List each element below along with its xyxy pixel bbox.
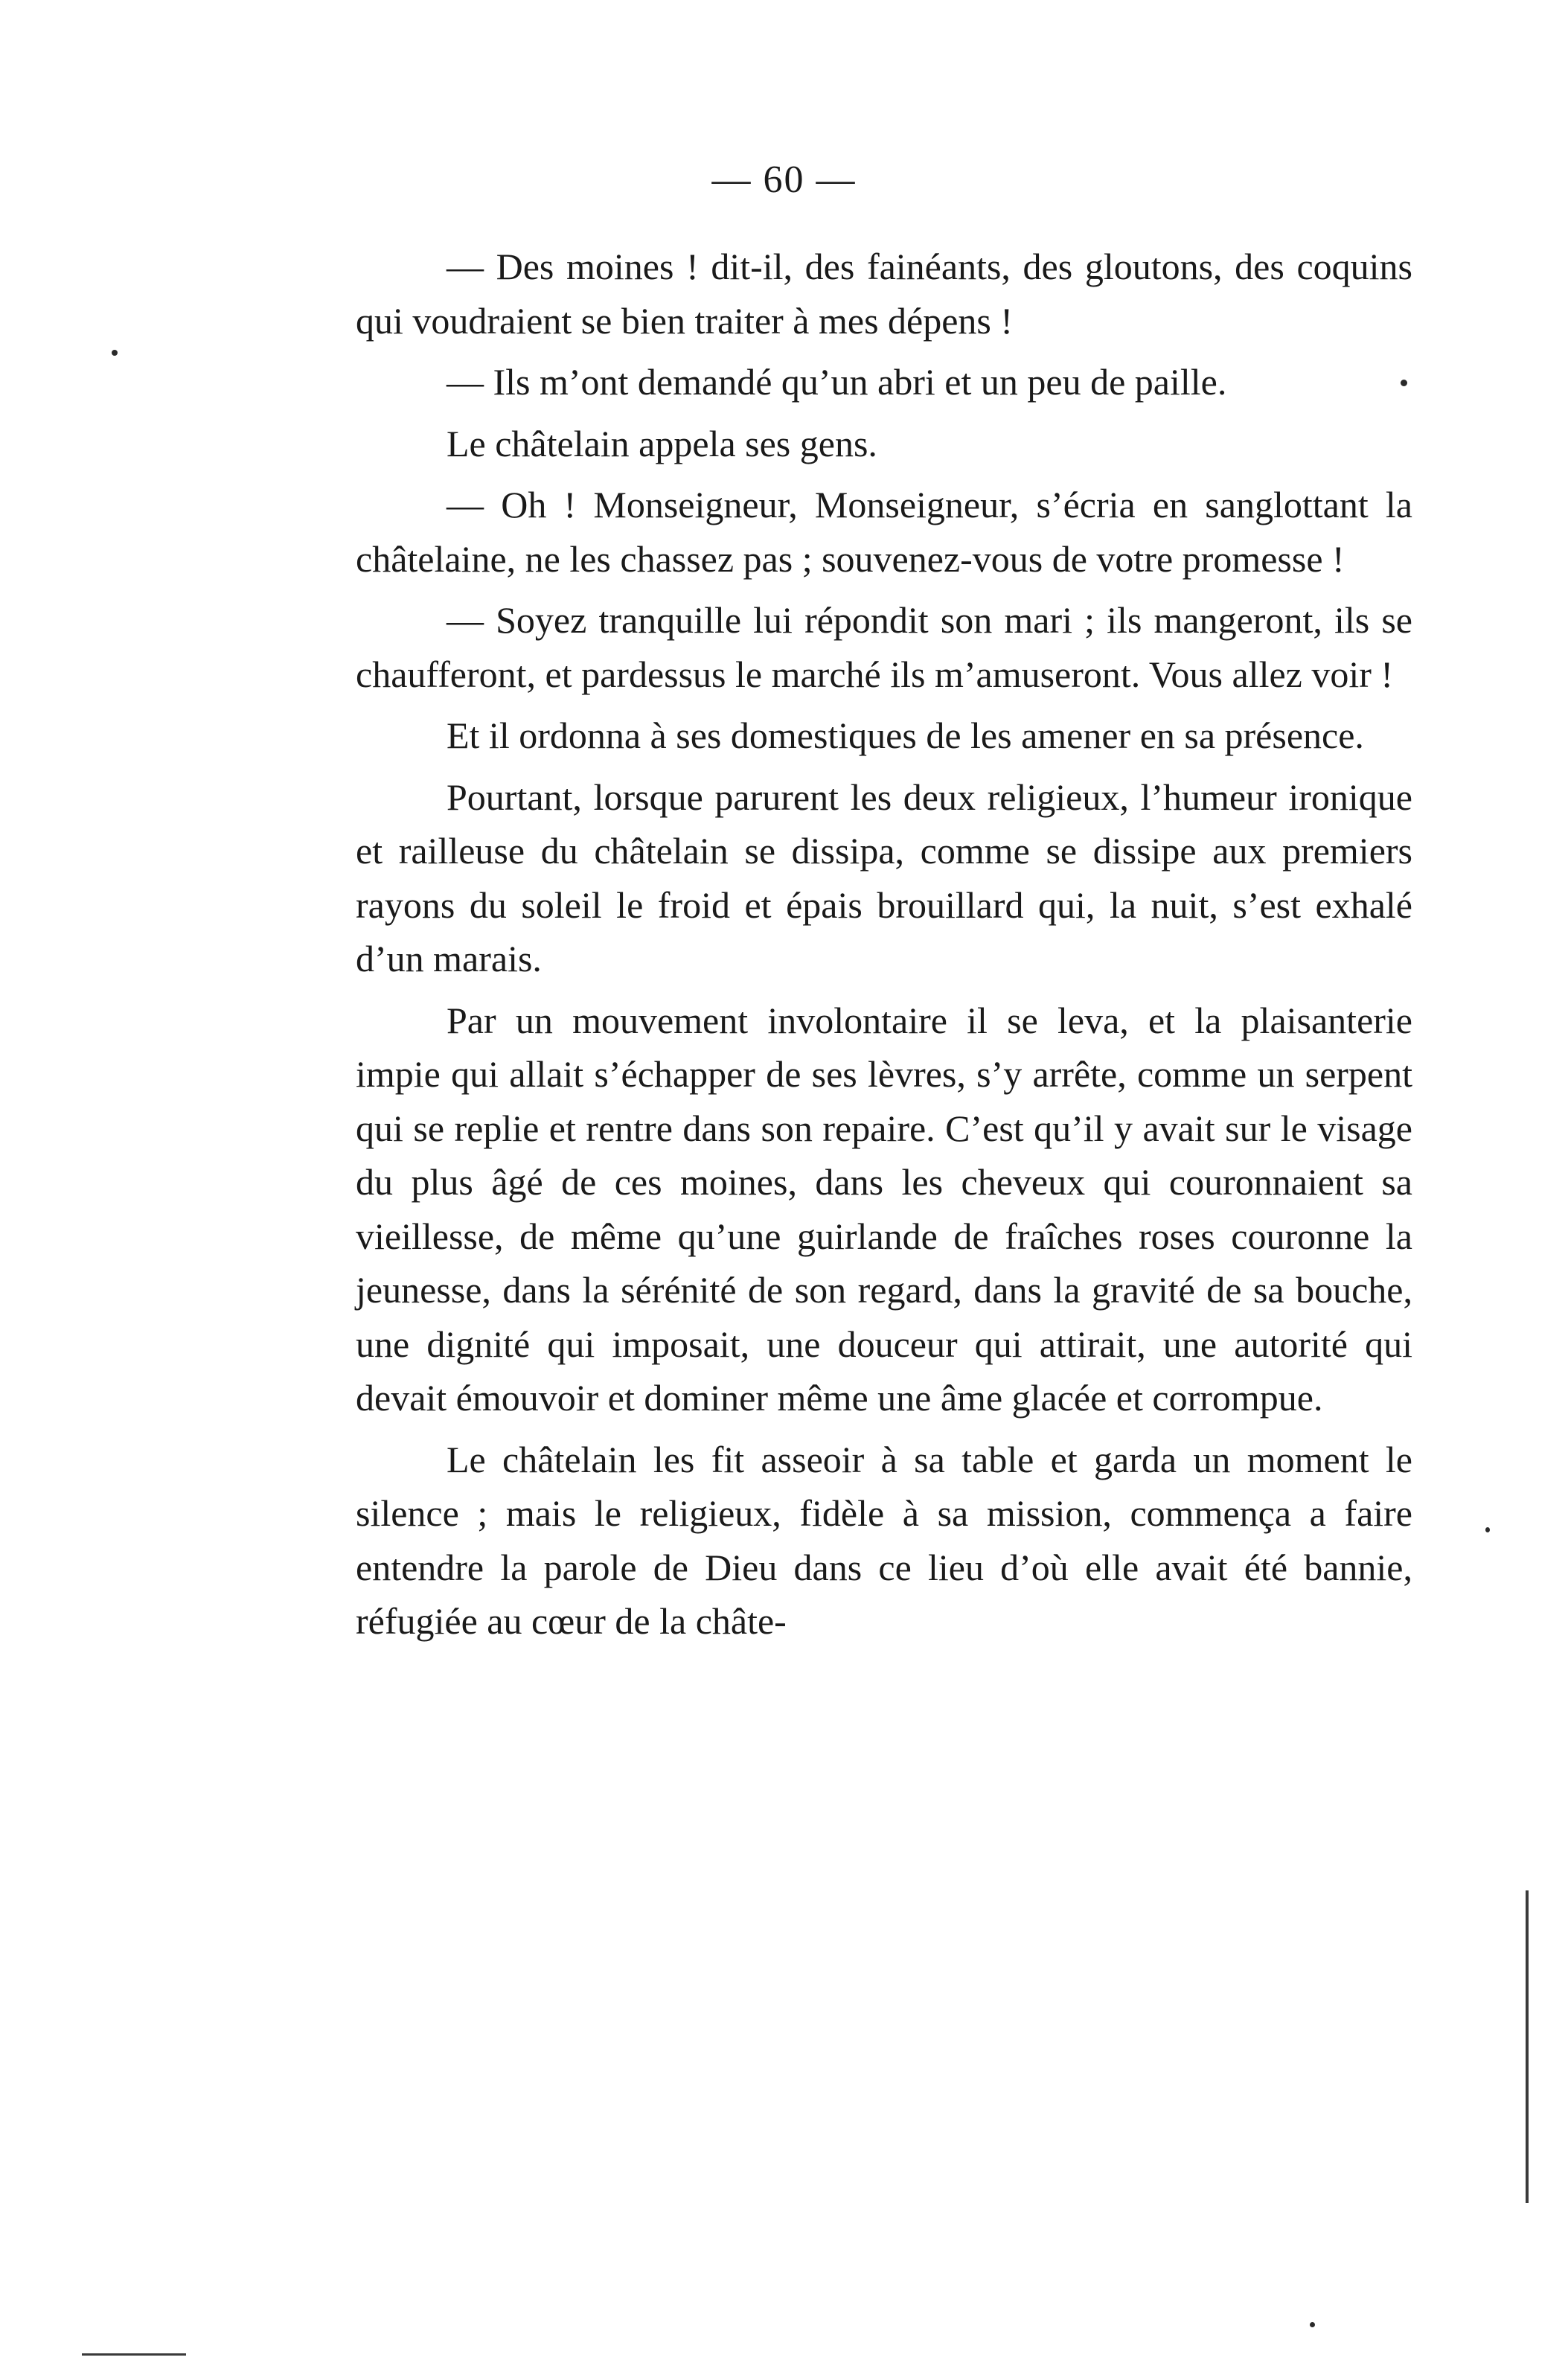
paragraph: Par un mouvement involontaire il se leva, et la plaisanterie impie qui allait s’échapper de ses lèvres, s’y arrête, comme un serpent qui se replie et rentre dans son repaire. C’est qu’il y avait sur le visage du plus âgé de ces moines, dans les cheveux qui couronnaient sa vieillesse, de même qu’une guirlande de fraîches roses couronne la jeunesse, dans la sérénité de son regard, dans la gravité de sa bouche, une dignité qui imposait, une douceur qui attirait, une autorité qui devait émouvoir et dominer même une âme glacée et corrompue. <box>356 999 1412 1419</box>
paragraph: Et il ordonna à ses domestiques de les amener en sa présence. <box>447 714 1364 756</box>
paragraph: — Soyez tranquille lui répondit son mari ; ils mangeront, ils se chaufferont, et pardessus le marché ils m’amuseront. Vous allez voir ! <box>356 599 1412 695</box>
scan-edge-line <box>82 2353 186 2356</box>
paragraph: Le châtelain appela ses gens. <box>447 422 877 464</box>
paragraph: Pourtant, lorsque parurent les deux religieux, l’humeur ironique et railleuse du châtelain se dissipa, comme se dissipe aux premiers rayons du soleil le froid et épais brouillard qui, la nuit, s’est exhalé d’un marais. <box>356 776 1412 979</box>
paragraph: Le châtelain les fit asseoir à sa table et garda un moment le silence ; mais le religieux, fidèle à sa mission, commença a faire entendre la parole de Dieu dans ce lieu d’où elle avait été bannie, réfugiée au cœur de la châte- <box>356 1438 1412 1642</box>
page-number: — 60 — <box>711 159 857 201</box>
paragraph: — Des moines ! dit-il, des fainéants, des gloutons, des coquins qui voudraient se bien traiter à mes dépens ! <box>356 246 1412 342</box>
scan-speck <box>1485 1527 1490 1532</box>
scan-edge-line <box>1526 1890 1529 2203</box>
scan-speck <box>1310 2322 1315 2327</box>
scan-speck <box>1401 380 1407 386</box>
body-text <box>356 240 1412 1649</box>
paragraph: — Ils m’ont demandé qu’un abri et un peu de paille. <box>447 361 1227 403</box>
paragraph: — Oh ! Monseigneur, Monseigneur, s’écria en sanglottant la châtelaine, ne les chassez pas ; souvenez-vous de votre promesse ! <box>356 484 1412 580</box>
scan-speck <box>112 350 118 356</box>
